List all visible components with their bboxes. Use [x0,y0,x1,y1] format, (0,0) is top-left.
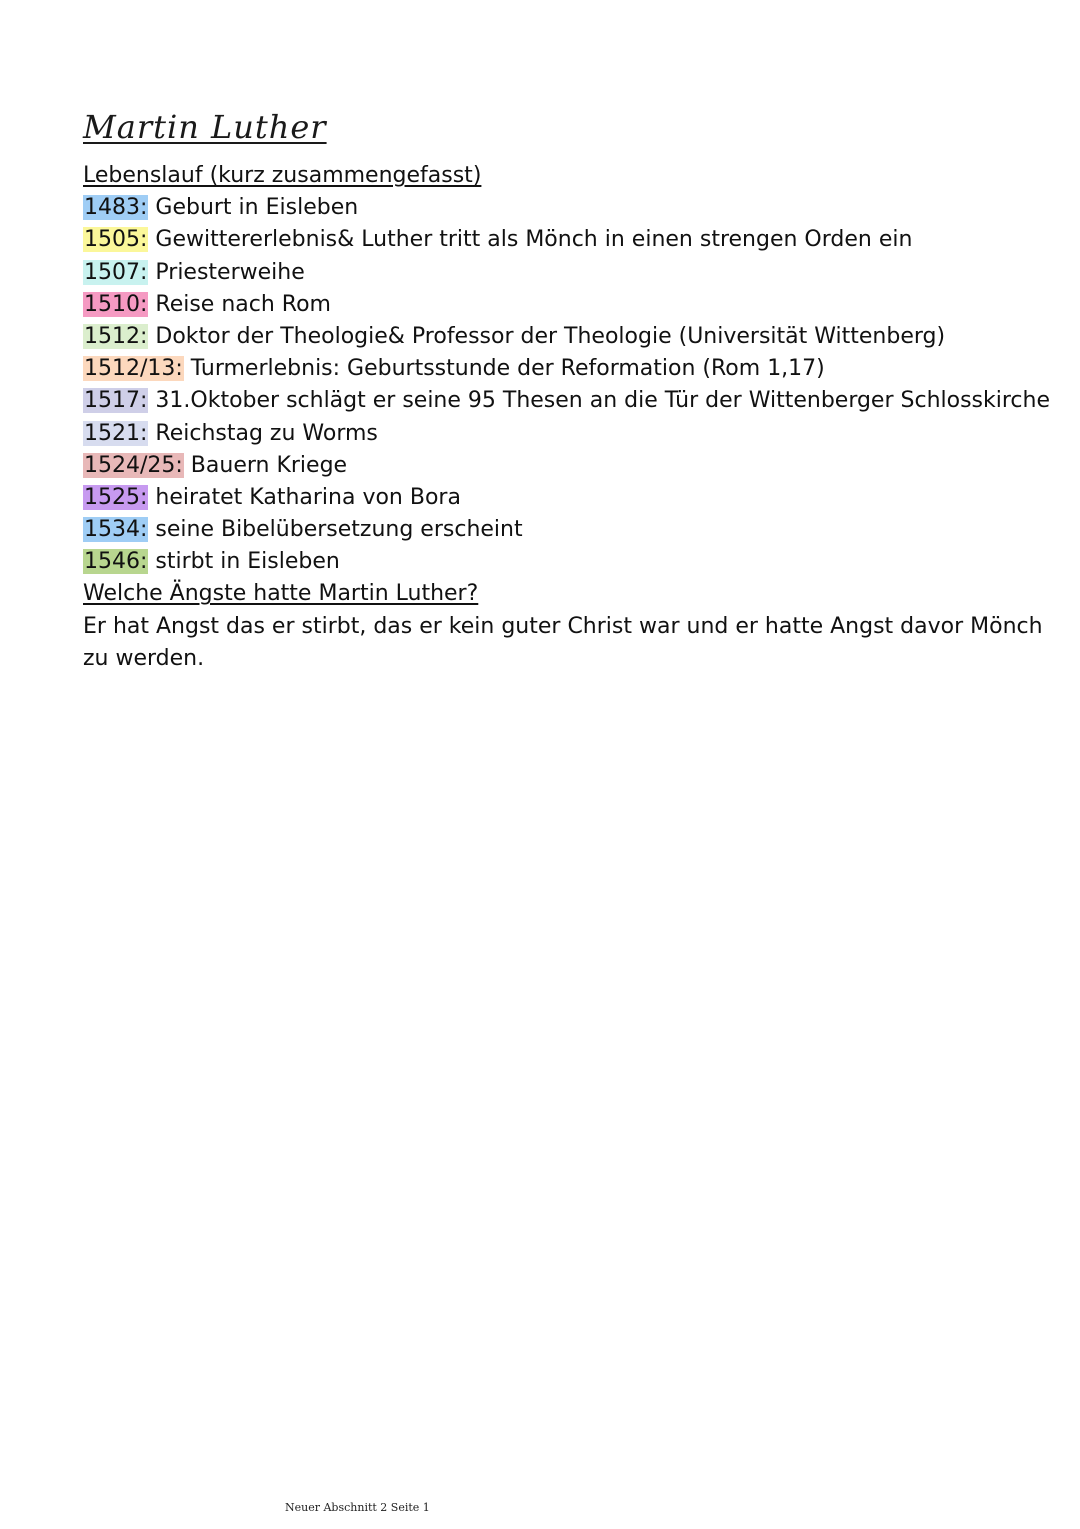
timeline-text: Turmerlebnis: Geburtsstunde der Reformation (Rom 1,17) [183,356,825,382]
timeline-year: 1521: [84,420,148,446]
timeline-item [83,257,1073,289]
timeline-text: heiratet Katharina von Bora [148,484,461,510]
timeline-item [83,289,1073,321]
timeline-year: 1517: [84,388,148,414]
timeline-text: Gewittererlebnis& Luther tritt als Mönch in einen strengen Orden ein [148,227,913,253]
timeline-year: 1483: [84,195,148,221]
question-heading: Welche Ängste hatte Martin Luther? [83,581,479,607]
timeline-text: Reise nach Rom [148,291,331,317]
timeline-year: 1534: [84,517,148,543]
timeline-item [83,224,1073,256]
timeline-text: stirbt in Eisleben [148,549,340,575]
document-body [83,160,1073,675]
timeline-year: 1507: [84,259,148,285]
timeline-text: Bauern Kriege [183,452,348,478]
timeline-year: 1524/25: [84,452,183,478]
timeline-year: 1525: [84,484,148,510]
timeline-year: 1512: [84,323,148,349]
timeline-text: Priesterweihe [148,259,305,285]
timeline-item [83,514,1073,546]
timeline-text: seine Bibelübersetzung erscheint [148,517,523,543]
page-footer: Neuer Abschnitt 2 Seite 1 [285,1501,430,1514]
timeline-year: 1512/13: [84,356,183,382]
timeline-text: Reichstag zu Worms [148,420,378,446]
timeline-item [83,192,1073,224]
timeline-item [83,385,1073,417]
timeline-year: 1546: [84,549,148,575]
page-title: Martin Luther [83,108,327,146]
timeline-item [83,482,1073,514]
timeline-item [83,450,1073,482]
timeline-text: Doktor der Theologie& Professor der Theologie (Universität Wittenberg) [148,323,946,349]
timeline-item [83,321,1073,353]
timeline-item [83,353,1073,385]
timeline-text: 31.Oktober schlägt er seine 95 Thesen an die Tür der Wittenberger Schlosskirche [148,388,1050,414]
timeline-year: 1505: [84,227,148,253]
timeline-text: Geburt in Eisleben [148,195,359,221]
timeline-item [83,546,1073,578]
answer-paragraph: Er hat Angst das er stirbt, das er kein guter Christ war und er hatte Angst davor Mönch zu werden. [83,613,1043,671]
timeline-item [83,418,1073,450]
timeline-year: 1510: [84,291,148,317]
section-heading: Lebenslauf (kurz zusammengefasst) [83,163,482,188]
